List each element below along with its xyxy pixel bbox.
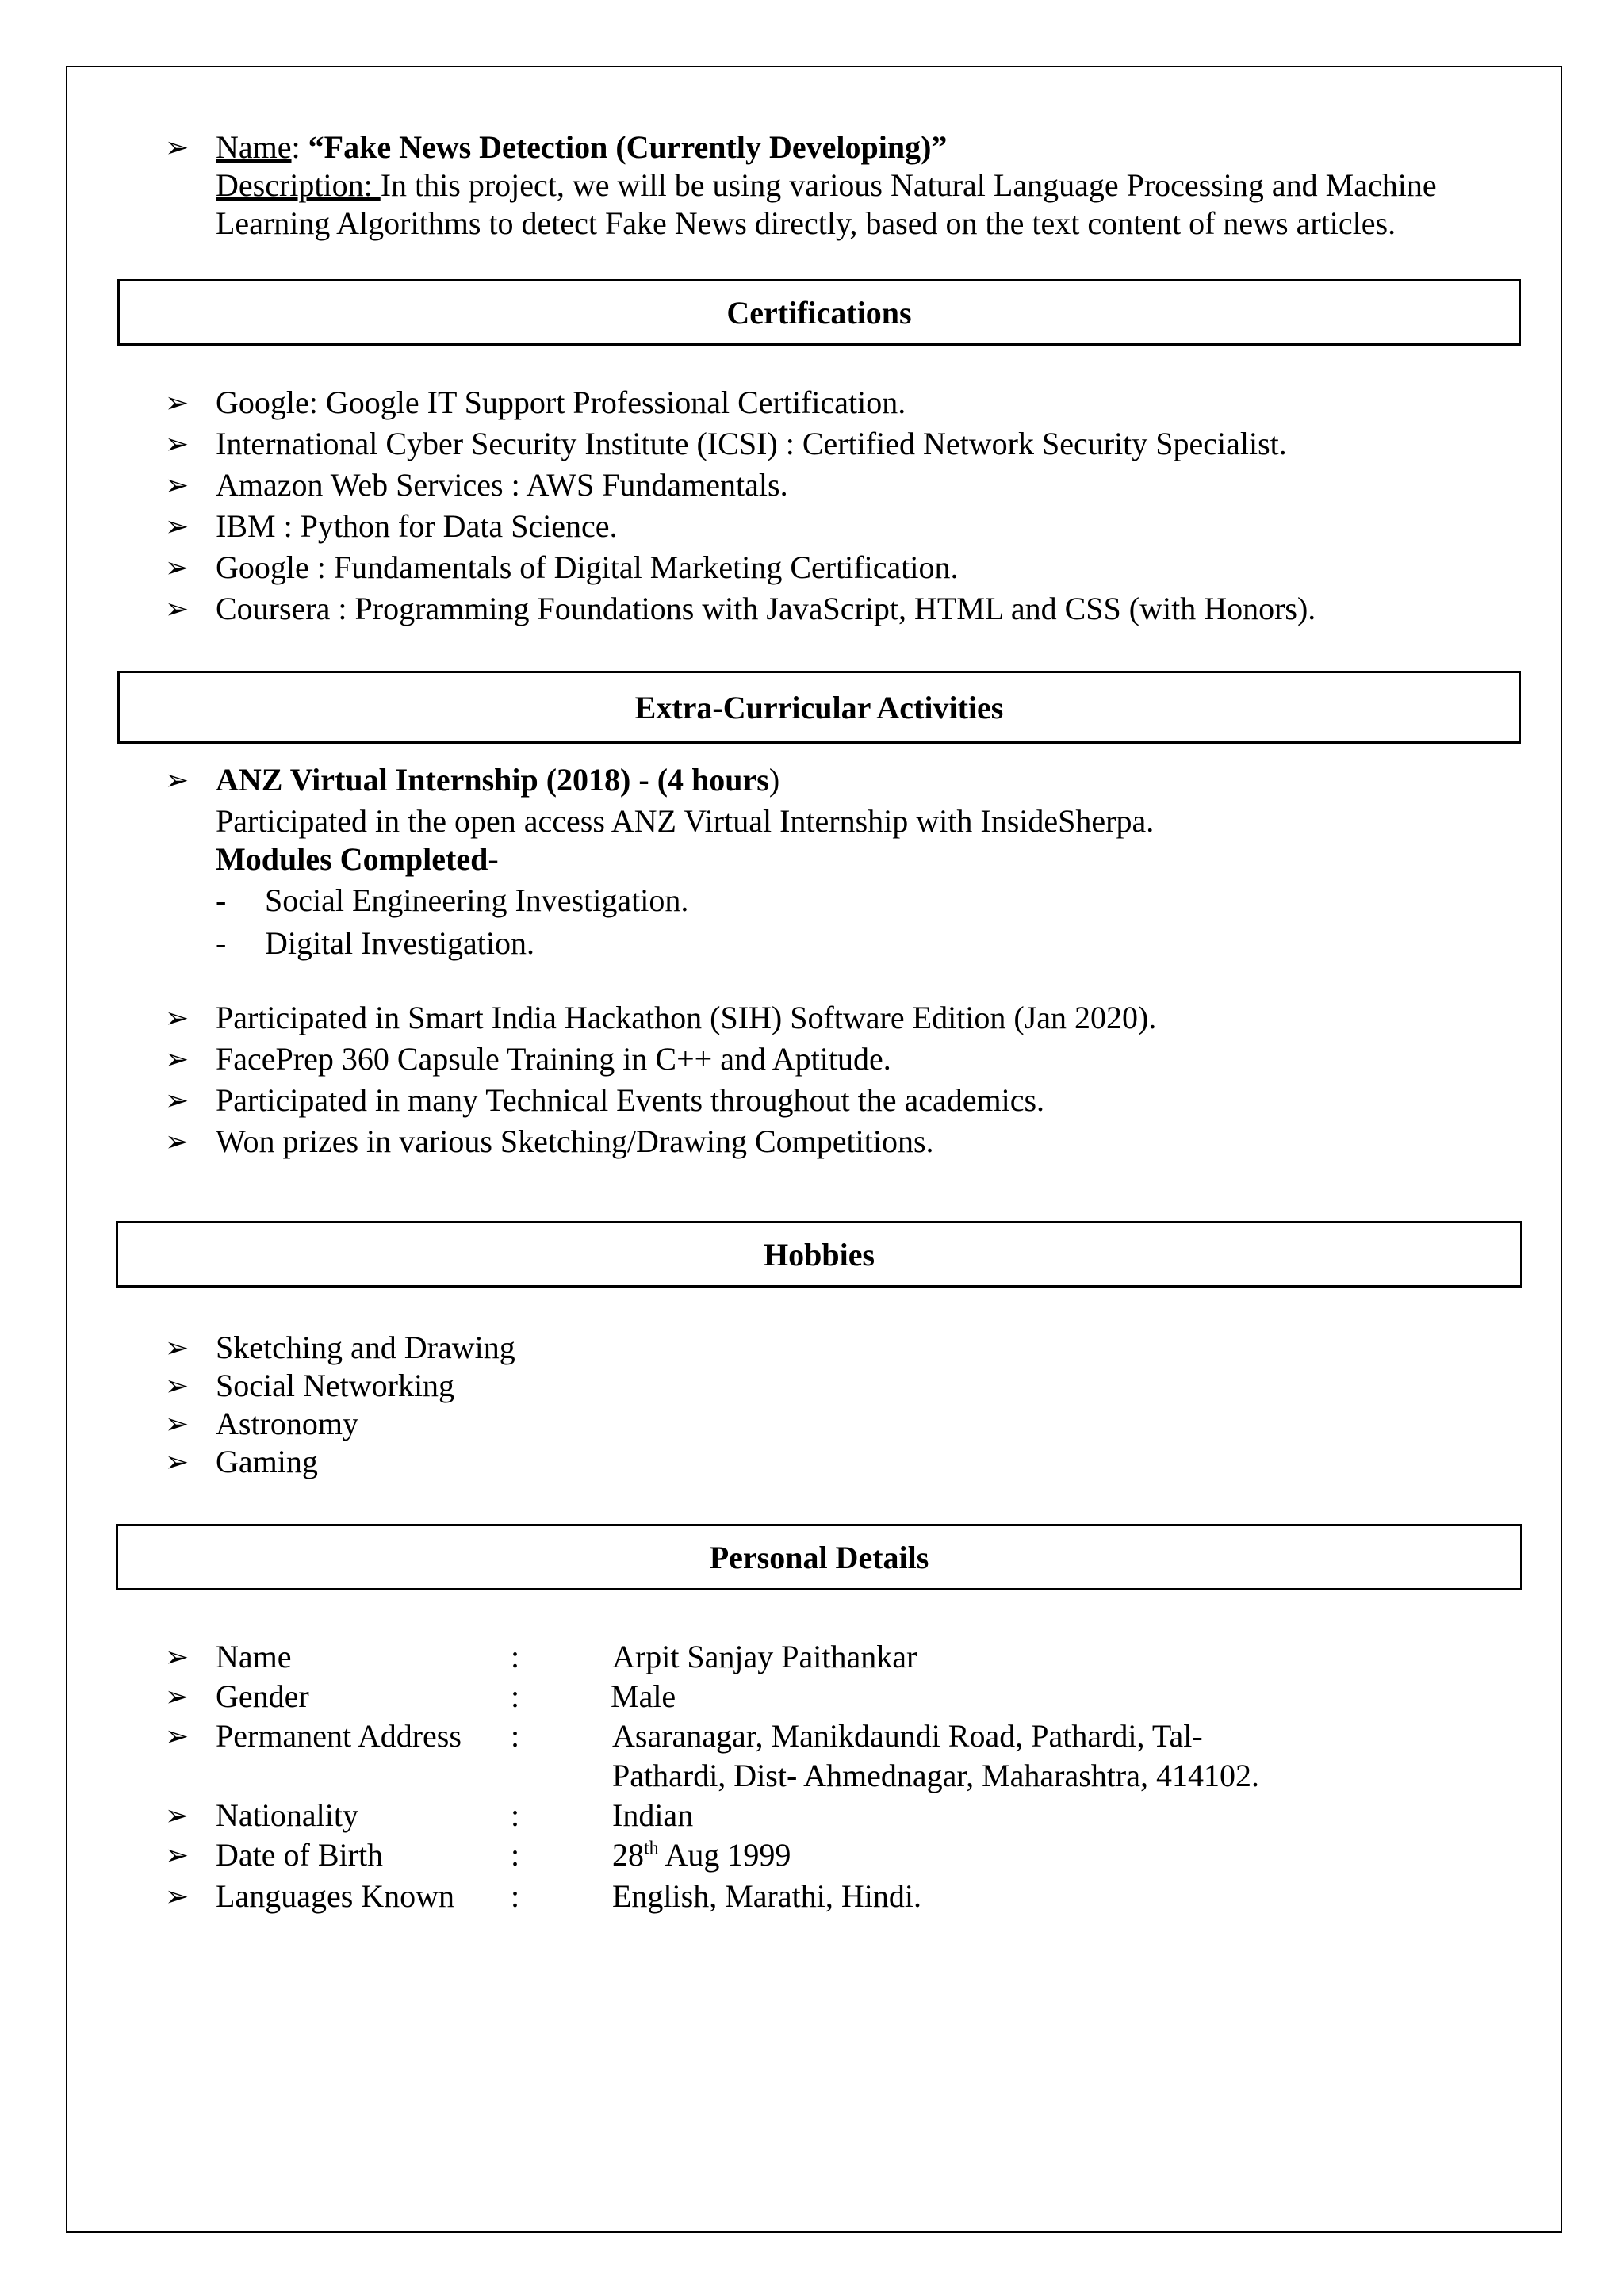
project-description-text1: In this project, we will be using various Natural Language Processing and Machine bbox=[380, 167, 1437, 203]
personal-colon: : bbox=[511, 1718, 520, 1754]
project-name-sep: : bbox=[291, 129, 308, 165]
extracurricular-heading: Extra-Curricular Activities bbox=[117, 671, 1521, 744]
project-description-line2: Learning Algorithms to detect Fake News directly, based on the text content of news articles. bbox=[216, 205, 1396, 241]
hobby-item: Social Networking bbox=[216, 1368, 455, 1403]
bullet-arrow-icon: ➢ bbox=[165, 511, 190, 542]
bullet-arrow-icon: ➢ bbox=[165, 387, 190, 419]
bullet-arrow-icon: ➢ bbox=[165, 1446, 190, 1478]
dob-rest: Aug 1999 bbox=[658, 1837, 791, 1873]
internship-description: Participated in the open access ANZ Virtual Internship with InsideSherpa. bbox=[216, 803, 1155, 839]
bullet-arrow-icon: ➢ bbox=[165, 552, 190, 584]
bullet-arrow-icon: ➢ bbox=[165, 1839, 190, 1871]
bullet-arrow-icon: ➢ bbox=[165, 1408, 190, 1440]
personal-value-name: Arpit Sanjay Paithankar bbox=[612, 1639, 917, 1674]
bullet-arrow-icon: ➢ bbox=[165, 1641, 190, 1673]
dash-bullet: - bbox=[216, 882, 227, 918]
certification-item: Amazon Web Services : AWS Fundamentals. bbox=[216, 467, 788, 503]
certification-item: Coursera : Programming Foundations with JavaScript, HTML and CSS (with Honors). bbox=[216, 591, 1316, 626]
project-title: “Fake News Detection (Currently Developing)” bbox=[308, 129, 948, 165]
activity-item: Won prizes in various Sketching/Drawing Competitions. bbox=[216, 1123, 934, 1159]
personal-value-languages: English, Marathi, Hindi. bbox=[612, 1878, 921, 1914]
dob-day: 28 bbox=[612, 1837, 644, 1873]
bullet-arrow-icon: ➢ bbox=[165, 1720, 190, 1752]
modules-label: Modules Completed- bbox=[216, 841, 499, 877]
personal-label-name: Name bbox=[216, 1639, 292, 1674]
certifications-heading: Certifications bbox=[117, 279, 1521, 346]
hobbies-heading: Hobbies bbox=[116, 1221, 1522, 1288]
internship-title-line bbox=[216, 761, 779, 799]
activity-item: Participated in many Technical Events throughout the academics. bbox=[216, 1082, 1045, 1118]
bullet-arrow-icon: ➢ bbox=[165, 1043, 190, 1075]
project-description-label: Description: bbox=[216, 167, 381, 203]
personal-label-nationality: Nationality bbox=[216, 1797, 358, 1833]
project-name-line bbox=[216, 128, 947, 166]
personal-colon: : bbox=[511, 1878, 520, 1914]
dob-suffix: th bbox=[644, 1838, 659, 1859]
personal-colon: : bbox=[511, 1639, 520, 1674]
module-item: Digital Investigation. bbox=[265, 925, 534, 961]
internship-title-close: ) bbox=[768, 762, 780, 798]
bullet-arrow-icon: ➢ bbox=[165, 132, 190, 163]
personal-colon: : bbox=[511, 1678, 520, 1714]
bullet-arrow-icon: ➢ bbox=[165, 428, 190, 460]
project-name-label: Name bbox=[216, 129, 292, 165]
bullet-arrow-icon: ➢ bbox=[165, 1126, 190, 1158]
bullet-arrow-icon: ➢ bbox=[165, 1800, 190, 1831]
personal-details-heading: Personal Details bbox=[116, 1524, 1522, 1590]
bullet-arrow-icon: ➢ bbox=[165, 593, 190, 625]
certification-item: Google: Google IT Support Professional Certification. bbox=[216, 385, 906, 420]
dash-bullet: - bbox=[216, 925, 227, 961]
personal-value-nationality: Indian bbox=[612, 1797, 694, 1833]
hobby-item: Gaming bbox=[216, 1444, 318, 1479]
hobby-item: Astronomy bbox=[216, 1406, 358, 1441]
personal-value-address-line2: Pathardi, Dist- Ahmednagar, Maharashtra, 414102. bbox=[612, 1758, 1259, 1793]
activity-item: Participated in Smart India Hackathon (SIH) Software Edition (Jan 2020). bbox=[216, 1000, 1157, 1035]
personal-value-dob bbox=[612, 1836, 791, 1874]
bullet-arrow-icon: ➢ bbox=[165, 469, 190, 501]
certification-item: IBM : Python for Data Science. bbox=[216, 508, 618, 544]
bullet-arrow-icon: ➢ bbox=[165, 1332, 190, 1364]
bullet-arrow-icon: ➢ bbox=[165, 1002, 190, 1034]
hobby-item: Sketching and Drawing bbox=[216, 1330, 515, 1365]
activity-item: FacePrep 360 Capsule Training in C++ and Aptitude. bbox=[216, 1041, 891, 1077]
personal-label-dob: Date of Birth bbox=[216, 1837, 384, 1873]
bullet-arrow-icon: ➢ bbox=[165, 1085, 190, 1116]
personal-label-gender: Gender bbox=[216, 1678, 309, 1714]
personal-colon: : bbox=[511, 1837, 520, 1873]
certification-item: International Cyber Security Institute (ICSI) : Certified Network Security Specialist. bbox=[216, 426, 1287, 461]
bullet-arrow-icon: ➢ bbox=[165, 1881, 190, 1912]
personal-value-address-line1: Asaranagar, Manikdaundi Road, Pathardi, Tal- bbox=[612, 1718, 1203, 1754]
project-description-line1 bbox=[216, 166, 1437, 205]
bullet-arrow-icon: ➢ bbox=[165, 1370, 190, 1402]
certification-item: Google : Fundamentals of Digital Marketing Certification. bbox=[216, 549, 959, 585]
bullet-arrow-icon: ➢ bbox=[165, 1681, 190, 1712]
module-item: Social Engineering Investigation. bbox=[265, 882, 689, 918]
personal-label-address: Permanent Address bbox=[216, 1718, 462, 1754]
personal-colon: : bbox=[511, 1797, 520, 1833]
internship-title: ANZ Virtual Internship (2018) - (4 hours bbox=[216, 762, 769, 798]
bullet-arrow-icon: ➢ bbox=[165, 764, 190, 796]
personal-value-gender: Male bbox=[611, 1678, 676, 1714]
personal-label-languages: Languages Known bbox=[216, 1878, 455, 1914]
